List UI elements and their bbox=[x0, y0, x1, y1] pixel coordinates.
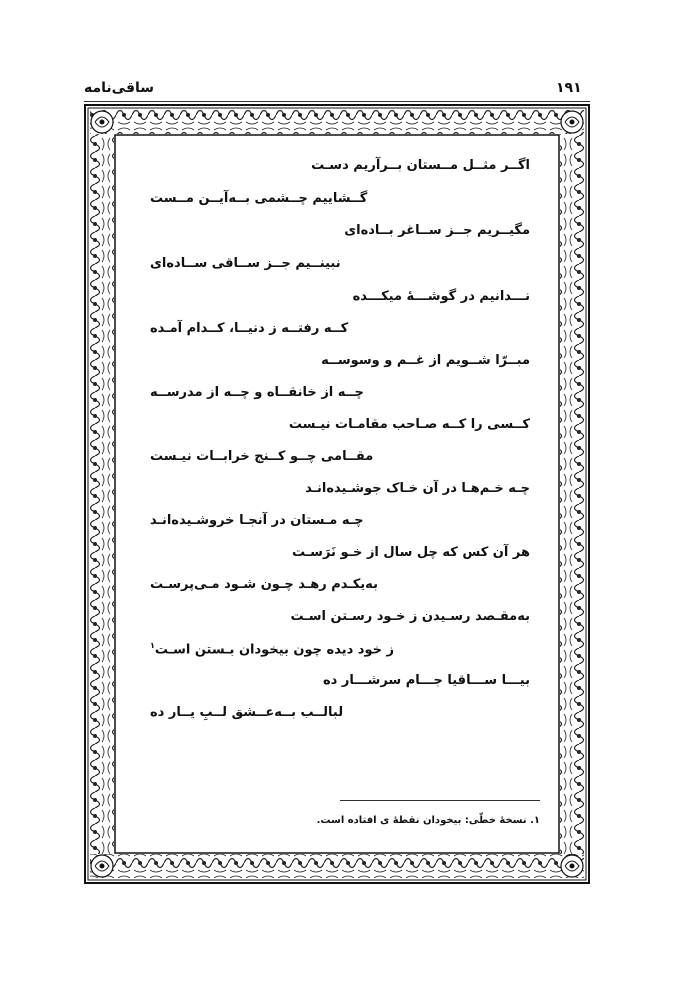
verse-line: کــه رفتــه ز دنیــا، کــدام آمـده bbox=[150, 321, 349, 336]
verse-line: نـــدانیم در گوشـــهٔ میکـــده bbox=[352, 289, 530, 304]
running-title: ساقی‌نامه bbox=[84, 80, 155, 96]
verse-line: چــه از خانقــاه و چــه از مدرســه bbox=[150, 385, 364, 400]
footnote: ۱. نسخهٔ خطّی: بیخودان نقطهٔ ی افتاده است. bbox=[316, 815, 540, 826]
verse-line: گــشاییم چــشمی بــه‌آیــن مــست bbox=[150, 191, 368, 206]
verse-line: هر آن کس که چل سال از خـو نَرَسـت bbox=[291, 545, 530, 560]
verse-line: چـه مـستان در آنجـا خروشـیده‌انـد bbox=[150, 513, 364, 528]
verse-line: چـه خـم‌هـا در آن خـاک جوشـیده‌انـد bbox=[305, 481, 530, 496]
verse-line: بیـــا ســـاقیا جـــام سرشـــار ده bbox=[322, 673, 530, 688]
verse-line: نبینــیم جــز ســاقی ســاده‌ای bbox=[150, 256, 341, 271]
verse-line: مگیــریم جــز ســاغر بــاده‌ای bbox=[344, 223, 530, 238]
page-number: ۱۹۱ bbox=[556, 80, 582, 96]
header-rule bbox=[84, 101, 590, 102]
verse-line: مبــرّا شــویم از غــم و وسوســه bbox=[321, 353, 530, 368]
verse-line: کــسی را کــه صـاحب مقامـات نیـست bbox=[288, 417, 530, 432]
verse-line: به‌یکـدم رهـد چـون شـود مـی‌پرسـت bbox=[150, 577, 378, 592]
verse-line: اگــر مثــل مــستان بــرآریم دسـت bbox=[311, 158, 530, 173]
verse-line bbox=[150, 641, 394, 657]
verse-text: ز خود دیده چون بیخودان بـستن اسـت bbox=[154, 642, 395, 658]
verse-line: مقــامی چــو کــنج خرابــات نیـست bbox=[150, 449, 374, 464]
footnote-marker: ۱ bbox=[150, 641, 155, 650]
verse-line: به‌مقـصد رسـیدن ز خـود رسـتن اسـت bbox=[290, 609, 530, 624]
footnote-rule bbox=[340, 800, 540, 801]
verse-line: لبالــب بــه‌عــشق لــبِ یــار ده bbox=[150, 705, 344, 720]
